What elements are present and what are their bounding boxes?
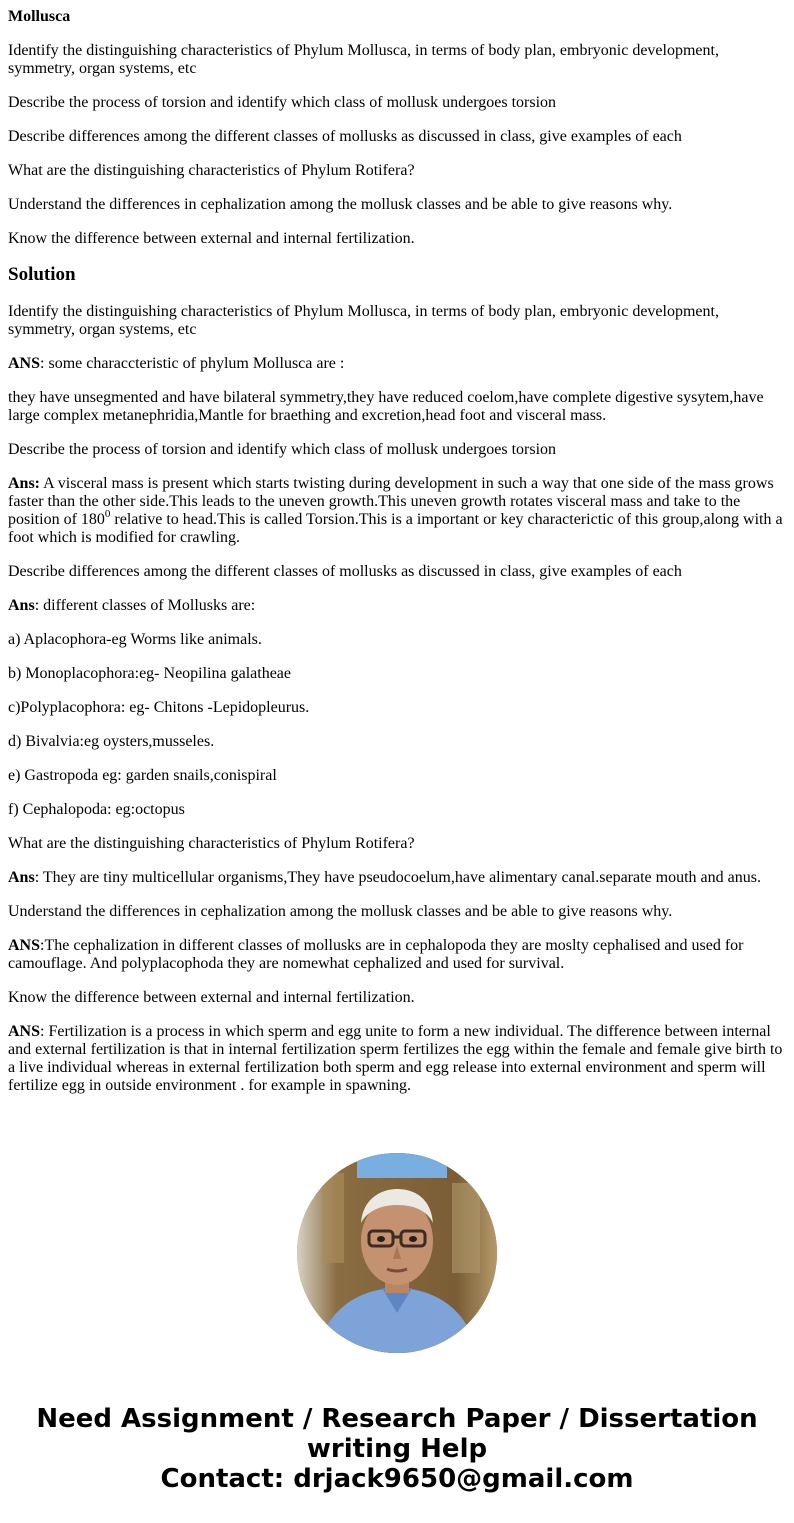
answer-question-6: Know the difference between external and internal fertilization.	[8, 989, 415, 1006]
answer-label: Ans	[8, 869, 35, 886]
answer-label: ANS	[8, 1023, 41, 1040]
solution-heading: Solution	[8, 264, 76, 285]
author-photo	[297, 1153, 497, 1353]
mollusk-class-item: e) Gastropoda eg: garden snails,conispiral	[8, 767, 277, 784]
answer-label: ANS	[8, 355, 41, 372]
question-1: Identify the distinguishing characteristics of Phylum Mollusca, in terms of body plan, embryonic development, symmetry, organ systems, etc	[8, 42, 719, 77]
answer-3	[8, 597, 786, 615]
answer-5	[8, 937, 786, 973]
degree-superscript: 0	[104, 507, 111, 520]
answer-text: :The cephalization in different classes of mollusks are in cephalopoda they are moslty cephalised and used for camouflage. And polyplacophoda they are nomewhat cephalized and used for survival.	[8, 937, 744, 972]
footer-line: Need Assignment / Research Paper / Dissertation	[36, 1404, 758, 1434]
answer-question-5: Understand the differences in cephalization among the mollusk classes and be able to give reasons why.	[8, 903, 673, 920]
footer-contact: Contact: drjack9650@gmail.com	[160, 1464, 634, 1494]
answer-label: ANS	[8, 937, 41, 954]
answer-2	[8, 475, 786, 547]
document-body	[8, 8, 786, 1111]
answer-question-4: What are the distinguishing characteristics of Phylum Rotifera?	[8, 835, 415, 852]
answer-text: : They are tiny multicellular organisms,They have pseudocoelum,have alimentary canal.separate mouth and anus.	[34, 869, 761, 886]
question-3: Describe differences among the different classes of mollusks as discussed in class, give examples of each	[8, 128, 682, 145]
question-5: Understand the differences in cephalization among the mollusk classes and be able to give reasons why.	[8, 196, 673, 213]
answer-question-1: Identify the distinguishing characteristics of Phylum Mollusca, in terms of body plan, embryonic development, symmetry, organ systems, etc	[8, 303, 719, 338]
question-6: Know the difference between external and internal fertilization.	[8, 230, 415, 247]
person-portrait-icon	[297, 1153, 497, 1353]
answer-question-2: Describe the process of torsion and identify which class of mollusk undergoes torsion	[8, 441, 557, 458]
answer-text: : Fertilization is a process in which sperm and egg unite to form a new individual. The difference between internal and external fertilization is that in internal fertilization sperm fertilizes the egg within the female and female give birth to a live individual whereas in external fertilization both sperm and egg release into external environment and sperm will fertilize egg in outside environment . for example in spawning.	[8, 1023, 783, 1094]
avatar	[297, 1153, 497, 1353]
answer-text: : different classes of Mollusks are:	[34, 597, 256, 614]
mollusk-class-item: b) Monoplacophora:eg- Neopilina galatheae	[8, 665, 291, 682]
answer-text: A visceral mass is present which starts twisting during development in such a way that one side of the mass grows faster than the other side.This leads to the uneven growth.This uneven growth rotates visceral mass and take to the position of 180	[8, 475, 774, 528]
mollusk-class-item: c)Polyplacophora: eg- Chitons -Lepidopleurus.	[8, 699, 310, 716]
answer-question-3: Describe differences among the different classes of mollusks as discussed in class, give examples of each	[8, 563, 682, 580]
answer-1	[8, 355, 786, 373]
footer-line: writing Help	[306, 1434, 488, 1464]
answer-4	[8, 869, 786, 887]
answer-text-continued: relative to head.This is called Torsion.This is a important or key characterictic of this group,along with a foot which is modified for crawling.	[8, 511, 783, 546]
answer-text: : some characcteristic of phylum Mollusca are :	[40, 355, 345, 372]
answer-label: Ans	[8, 597, 35, 614]
mollusk-class-item: d) Bivalvia:eg oysters,musseles.	[8, 733, 215, 750]
mollusk-class-item: f) Cephalopoda: eg:octopus	[8, 801, 185, 818]
mollusk-class-item: a) Aplacophora-eg Worms like animals.	[8, 631, 262, 648]
page-title: Mollusca	[8, 8, 71, 25]
answer-6	[8, 1023, 786, 1095]
answer-1-detail: they have unsegmented and have bilateral symmetry,they have reduced coelom,have complete digestive sysytem,have large complex metanephridia,Mantle for braething and excretion,head foot and visceral mass.	[8, 389, 764, 424]
answer-label: Ans:	[8, 475, 41, 492]
footer-banner	[0, 1404, 794, 1494]
question-4: What are the distinguishing characteristics of Phylum Rotifera?	[8, 162, 415, 179]
question-2: Describe the process of torsion and identify which class of mollusk undergoes torsion	[8, 94, 557, 111]
